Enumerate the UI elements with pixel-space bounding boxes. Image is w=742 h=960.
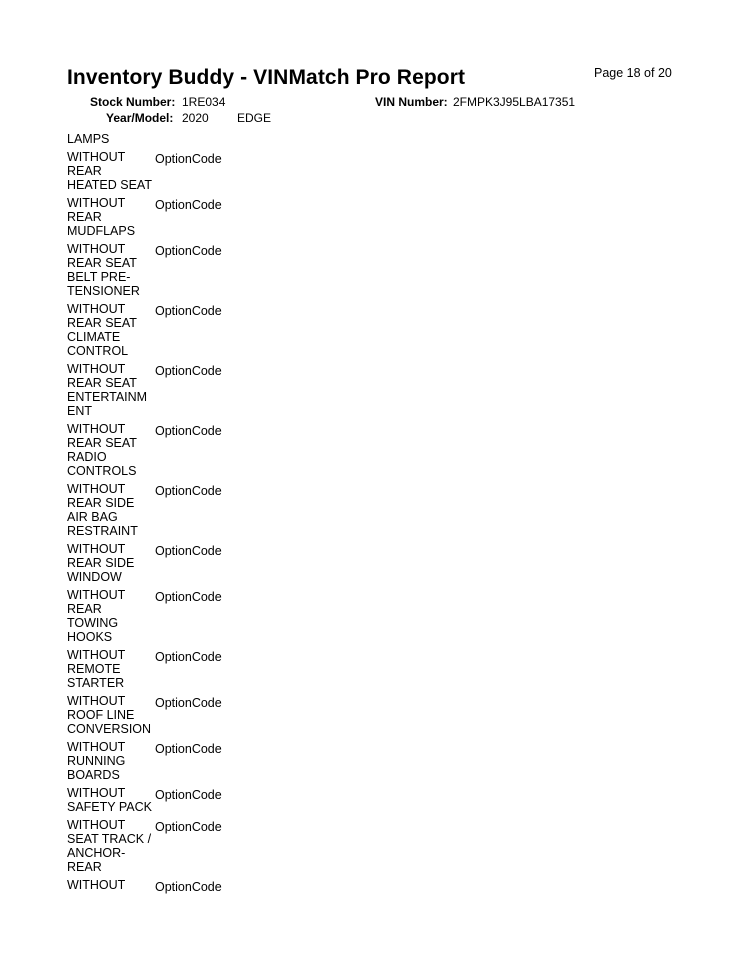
- option-description-line: CLIMATE: [67, 330, 121, 344]
- vin-label: VIN Number:: [375, 95, 448, 109]
- option-description: [67, 302, 155, 358]
- option-description-line: ANCHOR-: [67, 846, 126, 860]
- option-description-line: SEAT TRACK /: [67, 832, 152, 846]
- option-description-line: WITHOUT: [67, 588, 126, 602]
- option-description-line: CONTROL: [67, 344, 129, 358]
- option-description-line: CONTROLS: [67, 464, 137, 478]
- option-description-line: WITHOUT: [67, 542, 126, 556]
- option-description-line: WITHOUT: [67, 818, 126, 832]
- option-code-label: OptionCode: [155, 544, 222, 558]
- option-row: [67, 422, 267, 478]
- option-description-line: REAR SIDE: [67, 556, 135, 570]
- option-description-line: TENSIONER: [67, 284, 140, 298]
- option-description-line: WITHOUT: [67, 242, 126, 256]
- option-description: [67, 482, 155, 538]
- option-code-label: OptionCode: [155, 152, 222, 166]
- option-description-line: REAR SEAT: [67, 376, 137, 390]
- option-row: [67, 482, 267, 538]
- year-model-label: Year/Model:: [106, 111, 174, 125]
- option-row: [67, 588, 267, 644]
- option-description-line: RADIO: [67, 450, 107, 464]
- option-description: [67, 362, 155, 418]
- option-description-line: ENT: [67, 404, 92, 418]
- option-description-line: WITHOUT: [67, 302, 126, 316]
- option-row: [67, 242, 267, 298]
- option-description-line: REAR SEAT: [67, 436, 137, 450]
- option-description: [67, 196, 155, 238]
- option-description-line: REAR SEAT: [67, 316, 137, 330]
- option-description-line: REAR: [67, 860, 102, 874]
- option-description: [67, 818, 155, 874]
- option-row: [67, 878, 267, 894]
- option-description: [67, 878, 155, 894]
- option-code-label: OptionCode: [155, 696, 222, 710]
- option-code-label: OptionCode: [155, 364, 222, 378]
- option-description-line: ROOF LINE: [67, 708, 135, 722]
- stock-number-value: 1RE034: [182, 95, 226, 109]
- option-row: [67, 740, 267, 782]
- option-description: [67, 740, 155, 782]
- option-description-line: STARTER: [67, 676, 125, 690]
- option-description-line: HOOKS: [67, 630, 113, 644]
- option-row: [67, 818, 267, 874]
- option-code-label: OptionCode: [155, 484, 222, 498]
- option-code-label: OptionCode: [155, 650, 222, 664]
- option-code-label: OptionCode: [155, 198, 222, 212]
- option-code-label: OptionCode: [155, 742, 222, 756]
- option-description-line: REAR SIDE: [67, 496, 135, 510]
- option-row: [67, 648, 267, 690]
- option-description: [67, 694, 155, 736]
- option-description-line: REAR: [67, 164, 102, 178]
- option-description-line: TOWING: [67, 616, 119, 630]
- option-description: [67, 786, 155, 814]
- option-row: [67, 150, 267, 192]
- option-description-line: BOARDS: [67, 768, 120, 782]
- option-description-line: REAR: [67, 210, 102, 224]
- option-code-label: OptionCode: [155, 244, 222, 258]
- option-code-label: OptionCode: [155, 590, 222, 604]
- option-description-line: RUNNING: [67, 754, 126, 768]
- model-value: EDGE: [237, 111, 272, 125]
- option-description-line: SAFETY PACK: [67, 800, 152, 814]
- option-description: [67, 542, 155, 584]
- option-description-line: MUDFLAPS: [67, 224, 136, 238]
- option-description-line: WITHOUT: [67, 150, 126, 164]
- option-description-line: REAR: [67, 602, 102, 616]
- option-list: [67, 132, 267, 898]
- option-description-line: CONVERSION: [67, 722, 152, 736]
- option-row: [67, 302, 267, 358]
- option-description-line: WITHOUT: [67, 648, 126, 662]
- option-row: [67, 362, 267, 418]
- stock-number-label: Stock Number:: [90, 95, 176, 109]
- option-description: [67, 588, 155, 644]
- continued-option-line: LAMPS: [67, 132, 110, 146]
- option-description-line: WITHOUT: [67, 694, 126, 708]
- option-description-line: WITHOUT: [67, 482, 126, 496]
- option-description-line: WITHOUT: [67, 878, 126, 892]
- option-code-label: OptionCode: [155, 880, 222, 894]
- option-row: [67, 786, 267, 814]
- option-code-label: OptionCode: [155, 788, 222, 802]
- option-row: [67, 196, 267, 238]
- option-code-label: OptionCode: [155, 424, 222, 438]
- report-title: Inventory Buddy - VINMatch Pro Report: [67, 66, 466, 89]
- option-row: [67, 542, 267, 584]
- option-description-line: ENTERTAINM: [67, 390, 148, 404]
- option-code-label: OptionCode: [155, 820, 222, 834]
- option-description: [67, 242, 155, 298]
- option-description: [67, 422, 155, 478]
- vin-value: 2FMPK3J95LBA17351: [453, 95, 576, 109]
- page-number: Page 18 of 20: [594, 66, 672, 80]
- option-description-line: REMOTE: [67, 662, 121, 676]
- option-description-line: WITHOUT: [67, 786, 126, 800]
- option-description-line: WITHOUT: [67, 362, 126, 376]
- option-description-line: REAR SEAT: [67, 256, 137, 270]
- option-description-line: WINDOW: [67, 570, 122, 584]
- option-description-line: RESTRAINT: [67, 524, 138, 538]
- option-row: [67, 694, 267, 736]
- option-description-line: WITHOUT: [67, 422, 126, 436]
- option-description-line: AIR BAG: [67, 510, 118, 524]
- option-description-line: BELT PRE-: [67, 270, 131, 284]
- option-description: [67, 150, 155, 192]
- option-description: [67, 648, 155, 690]
- option-description-line: WITHOUT: [67, 740, 126, 754]
- year-value: 2020: [182, 111, 209, 125]
- option-description-line: WITHOUT: [67, 196, 126, 210]
- option-description-line: HEATED SEAT: [67, 178, 152, 192]
- option-code-label: OptionCode: [155, 304, 222, 318]
